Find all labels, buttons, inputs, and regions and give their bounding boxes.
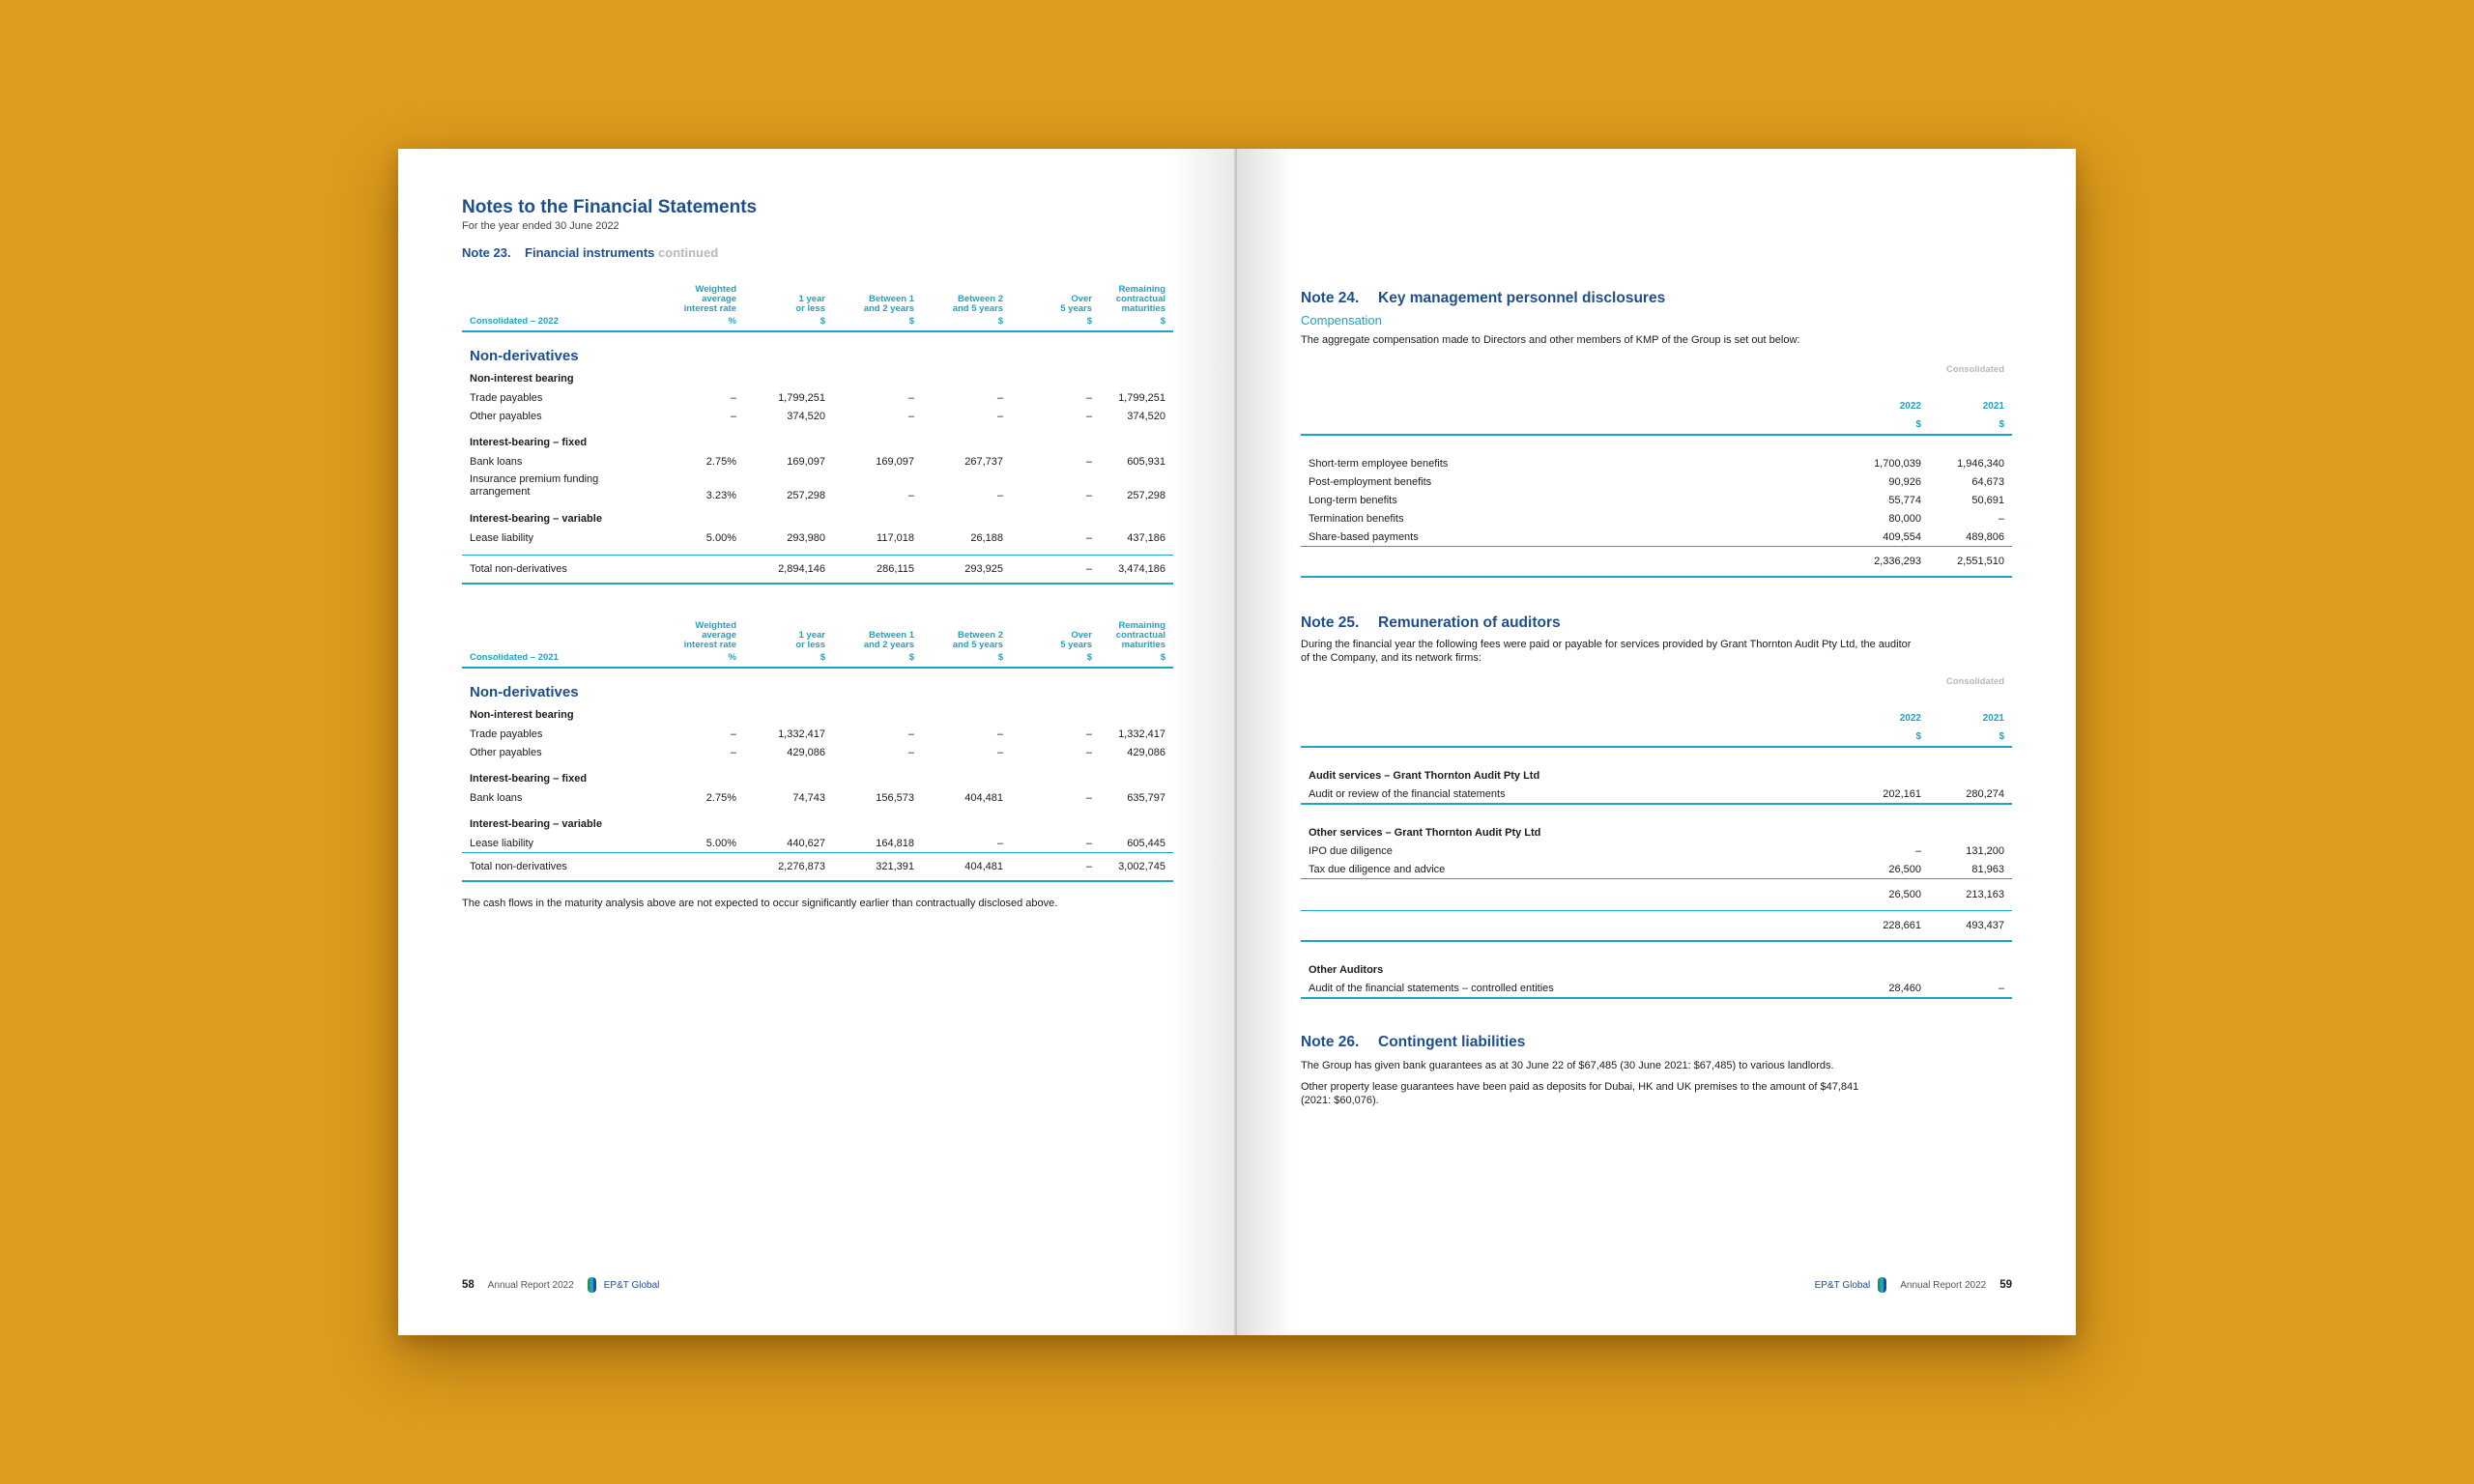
table-row: Long-term benefits 55,774 50,691 [1309,494,2004,506]
group-heading: Other services – Grant Thornton Audit Pty Ltd [1309,826,1541,839]
page-number: 59 [1999,1279,2012,1291]
table-row: Trade payables – 1,332,417 – – – 1,332,417 [470,728,1165,740]
brand-name: EP&T Global [603,1279,660,1291]
col-header: 1 year or less $ [795,294,825,327]
report-name: Annual Report 2022 [487,1279,574,1291]
note-24-heading: Note 24. Key management personnel disclosures [1301,290,1666,306]
table-row: Bank loans 2.75% 74,743 156,573 404,481 – 635,797 [470,791,1165,804]
table-header [462,285,1173,327]
table-label: Consolidated – 2021 [470,652,559,663]
page-footer-left [462,1277,659,1293]
col-header: Between 2 and 5 years $ [952,294,1003,327]
kmp-compensation-table: Consolidated 2022 2021 $ $ Short-term employee benefits 1,700,039 1,946,340 Post-employment benefits 90,926 64,673 Long-term benefits 55,774 50,691 Termination benefits 80,000 – Share-based payments 409,554 489,806 2,336,293 2,551,510 [1301,360,2012,578]
col-header: 1 year or less $ [795,630,825,663]
total-row: Total non-derivatives 2,894,146 286,115 293,925 – 3,474,186 [462,556,1173,585]
annual-report-spread [398,149,2076,1335]
group-heading: Non-interest bearing [470,709,574,721]
note-23-heading [462,245,1173,260]
section-heading: Non-derivatives [470,683,579,700]
group-heading: Interest-bearing – variable [470,818,602,830]
subtotal-row: 26,500 213,163 [1301,879,2012,911]
note-26-paragraph-1: The Group has given bank guarantees as at 30 June 22 of $67,485 (30 June 2021: $67,485) to various landlords. [1301,1060,1834,1071]
table-row: Lease liability 5.00% 440,627 164,818 – – 605,445 [470,837,1165,849]
col-header: Weighted average interest rate % [683,620,736,663]
table-row: Termination benefits 80,000 – [1309,512,2004,525]
brand-logo-icon [1878,1277,1886,1293]
col-header: Over 5 years $ [1060,294,1092,327]
table-label: Consolidated – 2022 [470,316,559,327]
total-row: Total non-derivatives 2,276,873 321,391 404,481 – 3,002,745 [462,853,1173,882]
col-header: Remaining contractual maturities $ [1115,620,1165,663]
table-row: Trade payables – 1,799,251 – – – 1,799,251 [470,391,1165,404]
total-row: 2,336,293 2,551,510 [1301,547,2012,578]
col-header: Remaining contractual maturities $ [1115,284,1165,327]
year-header: 2022 [1899,401,1921,412]
total-row: 228,661 493,437 [1301,911,2012,942]
brand-name: EP&T Global [1814,1279,1871,1291]
table-row: IPO due diligence – 131,200 [1309,844,2004,857]
page-58 [398,149,1237,1335]
year-header: 2021 [1982,401,2004,412]
group-heading: Interest-bearing – fixed [470,437,588,448]
table-header [462,621,1173,663]
note-25-intro: During the financial year the following fees were paid or payable for services provided by Grant Thornton Audit Pty Ltd, the auditor of the Company, and its network firms: [1301,639,1912,664]
note-23-continued: continued [658,245,719,260]
table-row: Short-term employee benefits 1,700,039 1,946,340 [1309,457,2004,470]
note-24-intro: The aggregate compensation made to Directors and other members of KMP of the Group is set out below: [1301,334,1800,346]
note-26-paragraph-2: Other property lease guarantees have been paid as deposits for Dubai, HK and UK premises to the amount of $47,841 (2021: $60,076). [1301,1081,1859,1106]
note-23-number: Note 23. [462,245,511,260]
consolidated-label: Consolidated [1945,364,2004,375]
group-heading: Non-interest bearing [470,373,574,385]
table-row: Bank loans 2.75% 169,097 169,097 267,737 – 605,931 [470,455,1165,468]
col-header: Between 1 and 2 years $ [863,630,914,663]
maturity-table-2021 [462,621,1173,882]
page-number: 58 [462,1279,475,1291]
year-header: 2022 [1899,713,1921,724]
table-row: Lease liability 5.00% 293,980 117,018 26,188 – 437,186 [470,531,1165,544]
note-24-subheading: Compensation [1301,313,1382,328]
note-23-title: Financial instruments [525,245,655,260]
table-row: Audit or review of the financial statements 202,161 280,274 [1301,785,2012,804]
note-26-heading: Note 26. Contingent liabilities [1301,1034,1526,1050]
col-header: Between 1 and 2 years $ [863,294,914,327]
page-59 [1237,149,2076,1335]
maturity-table-2022 [462,285,1173,585]
table-row: Other payables – 429,086 – – – 429,086 [470,746,1165,758]
auditors-table: Consolidated 2022 2021 $ $ Audit services – Grant Thornton Audit Pty Ltd Audit or review of the financial statements 202,161 280,274 Other services – Grant Thornton Audit Pty Ltd IPO due diligence – 131,200 Tax due diligence and advice 26,500 81,963 26,500 213,163 228,661 493,437 Other Auditors Audit of the financial statements – controlled entities 28,460 – [1301,672,2012,999]
section-heading: Non-derivatives [470,347,579,364]
report-name: Annual Report 2022 [1900,1279,1987,1291]
footnote: The cash flows in the maturity analysis above are not expected to occur significantly earlier than contractually disclosed above. [462,898,1058,909]
table-row: Post-employment benefits 90,926 64,673 [1309,475,2004,488]
page-title: Notes to the Financial Statements [462,197,758,217]
year-header: 2021 [1982,713,2004,724]
table-row: Other payables – 374,520 – – – 374,520 [470,410,1165,422]
table-row: Audit of the financial statements – controlled entities 28,460 – [1301,979,2012,998]
col-header: Weighted average interest rate % [683,284,736,327]
group-heading: Other Auditors [1309,963,1384,976]
page-footer-right [1815,1277,2012,1293]
page-subtitle: For the year ended 30 June 2022 [462,220,619,232]
col-header: Over 5 years $ [1060,630,1092,663]
note-25-heading: Note 25. Remuneration of auditors [1301,614,1561,631]
table-row: Insurance premium funding arrangement 3.23% 257,298 – – – 257,298 [470,473,1165,501]
brand-logo-icon [588,1277,596,1293]
table-row: Tax due diligence and advice 26,500 81,963 [1309,863,2004,875]
group-heading: Audit services – Grant Thornton Audit Pty Ltd [1309,769,1540,782]
col-header: Between 2 and 5 years $ [952,630,1003,663]
group-heading: Interest-bearing – variable [470,513,602,525]
table-row: Share-based payments 409,554 489,806 [1309,530,2004,543]
group-heading: Interest-bearing – fixed [470,773,588,785]
consolidated-label: Consolidated [1945,676,2004,687]
